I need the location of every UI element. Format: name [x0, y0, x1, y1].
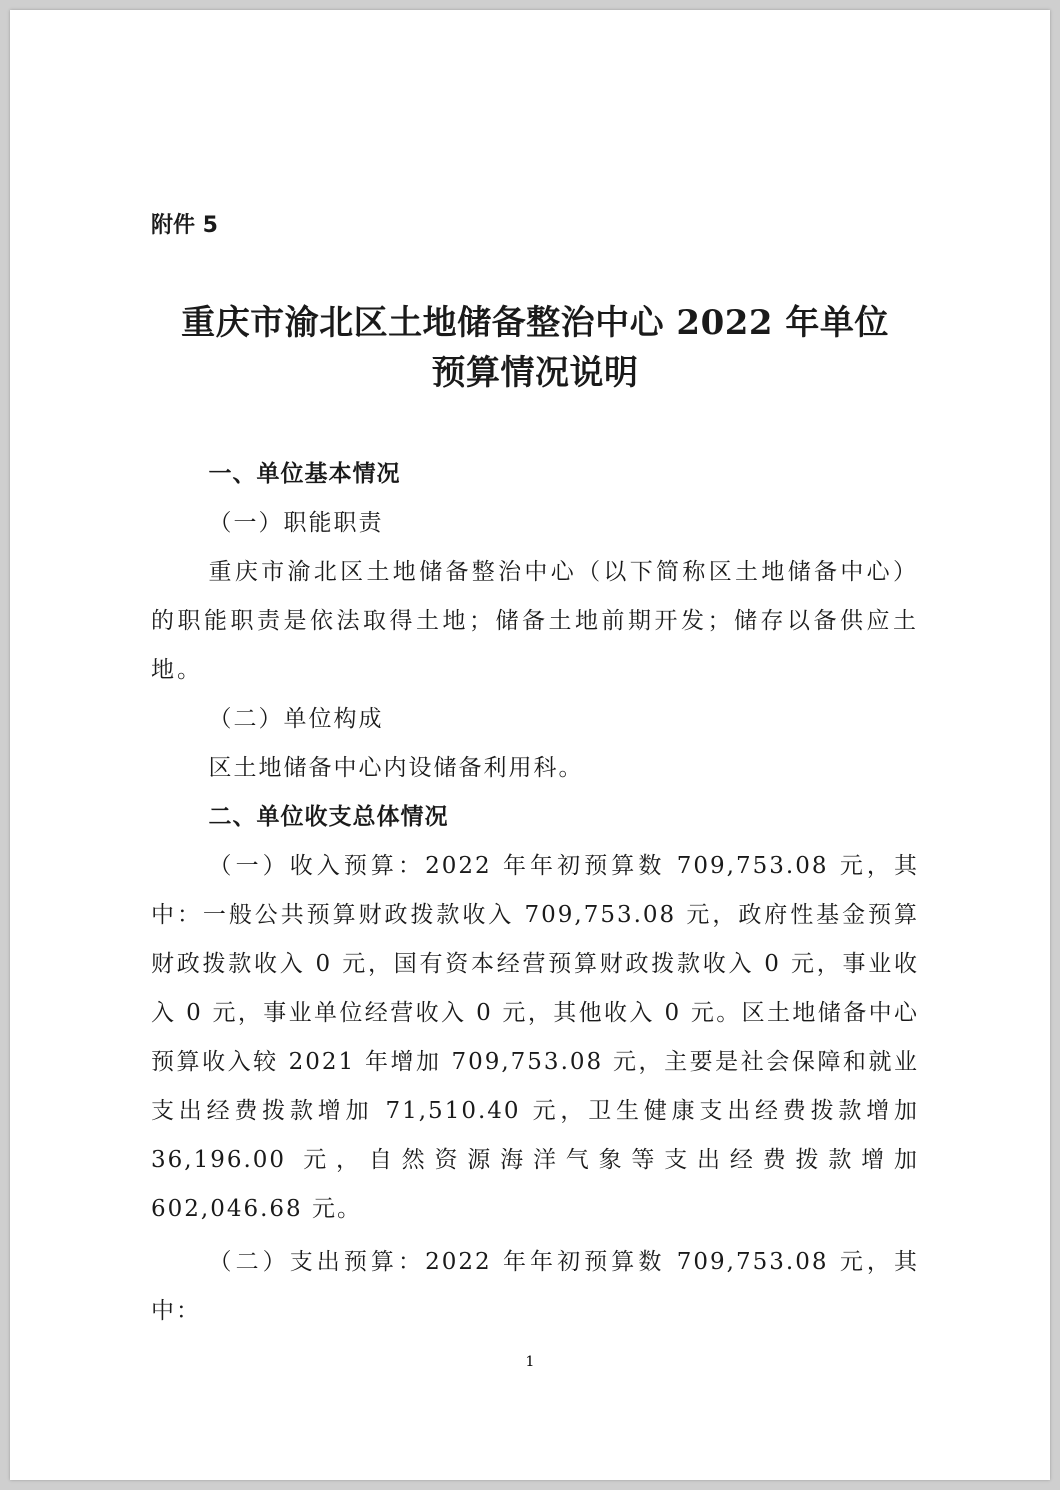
document-body [151, 450, 919, 1336]
paragraph-composition: 区土地储备中心内设储备利用科。 [208, 755, 584, 781]
paragraph-income-budget: （一）收入预算：2022 年年初预算数 709,753.08 元，其中：一般公共预算财政拨款收入 709,753.08 元，政府性基金预算财政拨款收入 0 元，国有资本经营预算财政拨款收入 0 元，事业收入 0 元，事业单位经营收入 0 元，其他收入 0 元。区土地储备中心预算收入较 2021 年增加 709,753.08 元，主要是社会保障和就业支出经费拨款增加 71,510.40 元，卫生健康支出经费拨款增加 36,196.00 元，自然资源海洋气象等支出经费拨款增加 602,046.68 元。 [151, 853, 919, 1222]
page-number: 1 [525, 1354, 535, 1370]
title-line-1: 重庆市渝北区土地储备整治中心 2022 年单位 [181, 303, 889, 343]
paragraph-expenditure-budget: （二）支出预算：2022 年年初预算数 709,753.08 元，其中： [151, 1249, 919, 1324]
title-line-2: 预算情况说明 [431, 353, 639, 393]
section-heading-budget-overview: 二、单位收支总体情况 [208, 804, 449, 830]
subheading-composition: （二）单位构成 [208, 706, 384, 732]
paragraph-duties: 重庆市渝北区土地储备整治中心（以下简称区土地储备中心）的职能职责是依法取得土地；储备土地前期开发；储存以备供应土地。 [151, 559, 919, 683]
document-page [10, 10, 1050, 1480]
attachment-label: 附件 5 [151, 213, 218, 238]
section-heading-basic-info: 一、单位基本情况 [208, 461, 401, 487]
subheading-duties: （一）职能职责 [208, 510, 384, 536]
document-title [141, 298, 929, 398]
